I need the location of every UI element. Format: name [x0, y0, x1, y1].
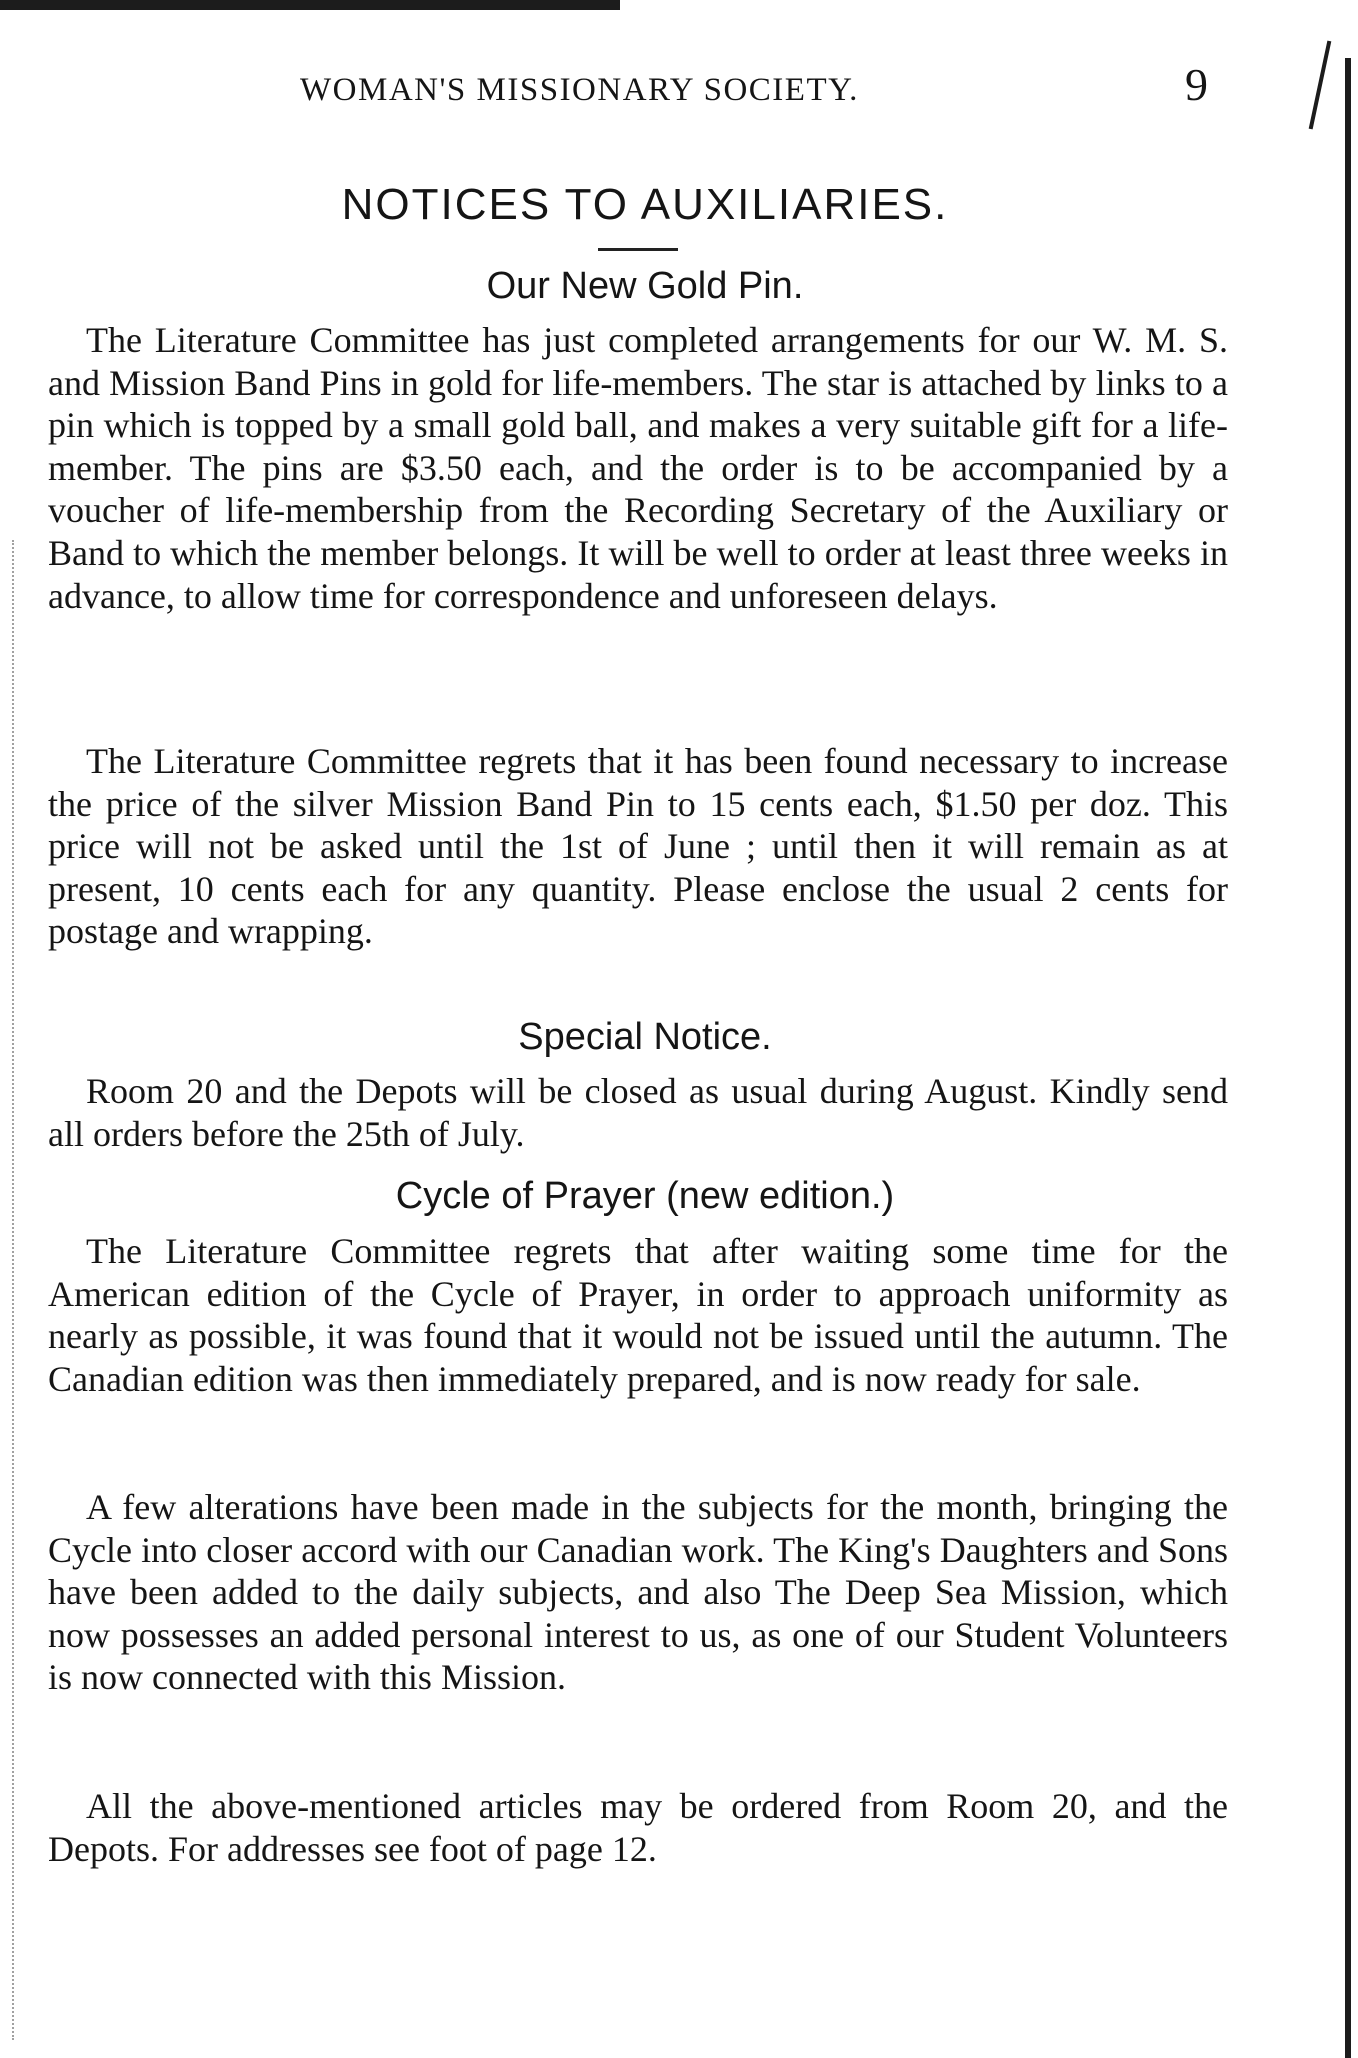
heading-gold-pin: Our New Gold Pin.	[486, 265, 804, 307]
section-title: NOTICES TO AUXILIARIES.	[341, 180, 949, 229]
heading-special-notice: Special Notice.	[518, 1016, 772, 1058]
binding-edge-specks	[12, 540, 22, 2040]
title-divider	[598, 248, 678, 251]
page-number: 9	[1185, 59, 1208, 110]
edge-mark	[1309, 41, 1332, 130]
paragraph-special-notice: Room 20 and the Depots will be closed as usual during August. Kindly send all orders before the 25th of July.	[48, 1071, 1228, 1154]
top-rule	[0, 0, 620, 10]
paragraph-silver-pin-price: The Literature Committee regrets that it has been found necessary to increase the price of the silver Mission Band Pin to 15 cents each, $1.50 per doz. This price will not be asked until the 1st of June ; until then it will remain as at present, 10 cents each for any quantity. Please enclose the usual 2 cents for postage and wrapping.	[48, 741, 1228, 952]
page-edge-rule	[1345, 58, 1351, 2058]
running-header: WOMAN'S MISSIONARY SOCIETY.	[300, 72, 859, 108]
paragraph-cycle-alterations: A few alterations have been made in the subjects for the month, bringing the Cycle into closer accord with our Canadian work. The King's Daughters and Sons have been added to the daily subjects, and also The Deep Sea Mission, which now possesses an added personal interest to us, as one of our Student Volunteers is now connected with this Mission.	[48, 1487, 1228, 1698]
paragraph-ordering-info: All the above-mentioned articles may be ordered from Room 20, and the Depots. For addresses see foot of page 12.	[48, 1786, 1228, 1869]
paragraph-gold-pin: The Literature Committee has just completed arrangements for our W. M. S. and Mission Band Pins in gold for life-members. The star is attached by links to a pin which is topped by a small gold ball, and makes a very suitable gift for a life-member. The pins are $3.50 each, and the order is to be accompanied by a voucher of life-membership from the Recording Secretary of the Auxiliary or Band to which the member belongs. It will be well to order at least three weeks in advance, to allow time for correspondence and unforeseen delays.	[48, 320, 1228, 616]
heading-cycle-of-prayer: Cycle of Prayer (new edition.)	[395, 1175, 895, 1217]
paragraph-cycle-edition: The Literature Committee regrets that after waiting some time for the American edition of the Cycle of Prayer, in order to approach uniformity as nearly as possible, it was found that it would not be issued until the autumn. The Canadian edition was then immediately prepared, and is now ready for sale.	[48, 1231, 1228, 1399]
